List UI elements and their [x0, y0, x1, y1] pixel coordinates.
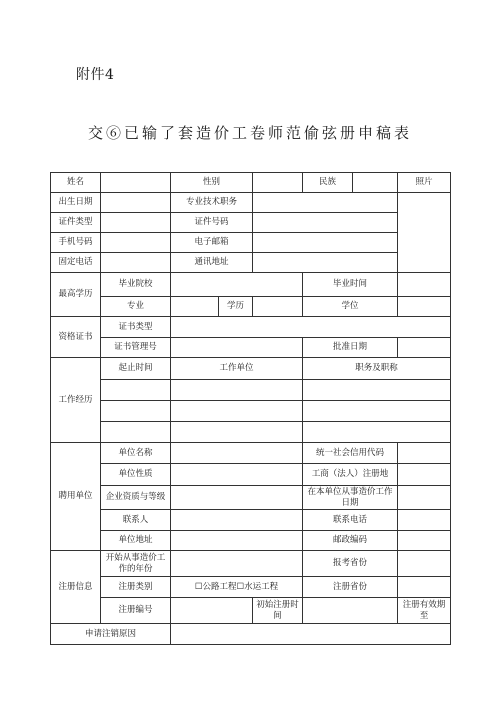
field-credit-code[interactable] — [398, 443, 451, 464]
label-birth-date: 出生日期 — [51, 193, 101, 213]
field-postal-code[interactable] — [398, 531, 451, 551]
field-qualification-grade[interactable] — [171, 486, 303, 510]
label-major: 专业 — [101, 297, 171, 317]
label-exam-province: 报考省份 — [303, 551, 398, 577]
field-major[interactable] — [171, 297, 219, 317]
row-birth — [51, 193, 451, 213]
row-mobile — [51, 233, 451, 253]
field-landline[interactable] — [101, 253, 171, 273]
row-work-2 — [51, 401, 451, 422]
field-cert-mgmt-no[interactable] — [171, 338, 303, 358]
row-work-header — [51, 358, 451, 380]
field-gender[interactable] — [253, 173, 303, 193]
field-degree[interactable] — [398, 297, 451, 317]
label-cert-mgmt-no: 证书管理号 — [101, 338, 171, 358]
row-contact — [51, 510, 451, 531]
row-work-3 — [51, 422, 451, 443]
field-school[interactable] — [171, 273, 303, 297]
label-landline: 固定电话 — [51, 253, 101, 273]
label-initial-reg-time: 初始注册时间 — [253, 598, 303, 624]
attachment-label: 附件4 — [76, 67, 115, 83]
field-id-type[interactable] — [101, 213, 171, 233]
label-qualification-section: 资格证书 — [51, 317, 101, 358]
field-initial-reg-time[interactable] — [303, 598, 398, 624]
row-unit-address — [51, 531, 451, 551]
label-unit-name: 单位名称 — [101, 443, 171, 464]
label-id-number: 证件号码 — [171, 213, 253, 233]
label-ethnicity: 民族 — [303, 173, 353, 193]
row-unit-nature — [51, 464, 451, 486]
label-reg-province: 注册省份 — [303, 577, 398, 598]
field-unit-address[interactable] — [171, 531, 303, 551]
row-landline — [51, 253, 451, 273]
label-education-section: 最高学历 — [51, 273, 101, 317]
field-unit-nature[interactable] — [171, 464, 303, 486]
field-reg-place[interactable] — [398, 464, 451, 486]
field-work-period[interactable] — [101, 422, 171, 443]
field-work-employer[interactable] — [171, 380, 303, 401]
field-unit-name[interactable] — [171, 443, 303, 464]
field-contact[interactable] — [171, 510, 303, 531]
label-period: 起止时间 — [101, 358, 171, 380]
field-photo[interactable] — [398, 193, 451, 273]
field-email[interactable] — [253, 233, 398, 253]
row-cert-1 — [51, 317, 451, 338]
label-gender: 性别 — [171, 173, 253, 193]
label-qualification-grade: 企业资质与等级 — [101, 486, 171, 510]
field-cancel-reason[interactable] — [171, 624, 451, 645]
label-cancel-reason: 申请注销原因 — [51, 624, 171, 645]
label-unit-address: 单位地址 — [101, 531, 171, 551]
field-work-position[interactable] — [303, 380, 451, 401]
label-degree-level: 学历 — [219, 297, 253, 317]
field-name[interactable] — [101, 173, 171, 193]
label-id-type: 证件类型 — [51, 213, 101, 233]
row-unit-qualification — [51, 486, 451, 510]
label-reg-no: 注册编号 — [101, 598, 171, 624]
field-ethnicity[interactable] — [353, 173, 398, 193]
row-name — [51, 173, 451, 193]
label-position: 职务及职称 — [303, 358, 451, 380]
label-title-position: 专业技术职务 — [171, 193, 253, 213]
label-credit-code: 统一社会信用代码 — [303, 443, 398, 464]
field-birth-date[interactable] — [101, 193, 171, 213]
label-approve-date: 批准日期 — [303, 338, 398, 358]
field-work-period[interactable] — [101, 401, 171, 422]
label-name: 姓名 — [51, 173, 101, 193]
row-reg-no — [51, 598, 451, 624]
label-address: 通讯地址 — [171, 253, 253, 273]
field-approve-date[interactable] — [398, 338, 451, 358]
label-postal-code: 邮政编码 — [303, 531, 398, 551]
label-employer-section: 聘用单位 — [51, 443, 101, 551]
label-work-section: 工作经历 — [51, 358, 101, 443]
field-cert-type[interactable] — [171, 317, 451, 338]
field-title-position[interactable] — [253, 193, 398, 213]
field-work-position[interactable] — [303, 401, 451, 422]
field-work-period[interactable] — [101, 380, 171, 401]
label-mobile: 手机号码 — [51, 233, 101, 253]
row-work-1 — [51, 380, 451, 401]
row-edu-1 — [51, 273, 451, 297]
row-cancel-reason — [51, 624, 451, 645]
field-address[interactable] — [253, 253, 398, 273]
field-work-employer[interactable] — [171, 401, 303, 422]
field-mobile[interactable] — [101, 233, 171, 253]
form-title: 交⑥已输了套造价工卷师范偷弦册申稿表 — [87, 124, 412, 142]
field-reg-province[interactable] — [398, 577, 451, 598]
field-start-date[interactable] — [398, 486, 451, 510]
label-valid-until: 注册有效期至 — [398, 598, 451, 624]
label-email: 电子邮箱 — [171, 233, 253, 253]
field-start-year[interactable] — [171, 551, 303, 577]
label-school: 毕业院校 — [101, 273, 171, 297]
label-employer: 工作单位 — [171, 358, 303, 380]
label-unit-nature: 单位性质 — [101, 464, 171, 486]
label-registration-section: 注册信息 — [51, 551, 101, 624]
field-grad-time[interactable] — [398, 273, 451, 297]
label-start-year: 开始从事造价工作的年份 — [101, 551, 171, 577]
label-contact: 联系人 — [101, 510, 171, 531]
label-reg-place: 工商（法人）注册地 — [303, 464, 398, 486]
label-photo: 照片 — [398, 173, 451, 193]
field-reg-no[interactable] — [171, 598, 253, 624]
label-degree: 学位 — [303, 297, 398, 317]
label-cert-type: 证书类型 — [101, 317, 171, 338]
field-work-position[interactable] — [303, 422, 451, 443]
row-edu-2 — [51, 297, 451, 317]
label-contact-phone: 联系电话 — [303, 510, 398, 531]
field-contact-phone[interactable] — [398, 510, 451, 531]
row-reg-start — [51, 551, 451, 577]
row-unit-name — [51, 443, 451, 464]
field-exam-province[interactable] — [398, 551, 451, 577]
label-start-date: 在本单位从事造价工作日期 — [303, 486, 398, 510]
application-form-table — [50, 172, 451, 645]
field-degree-level[interactable] — [253, 297, 303, 317]
label-category: 注册类别 — [101, 577, 171, 598]
row-cert-2 — [51, 338, 451, 358]
field-work-employer[interactable] — [171, 422, 303, 443]
field-category-options[interactable]: ☐公路工程☐水运工程 — [171, 577, 303, 598]
label-grad-time: 毕业时间 — [303, 273, 398, 297]
row-reg-category — [51, 577, 451, 598]
field-id-number[interactable] — [253, 213, 398, 233]
row-id — [51, 213, 451, 233]
